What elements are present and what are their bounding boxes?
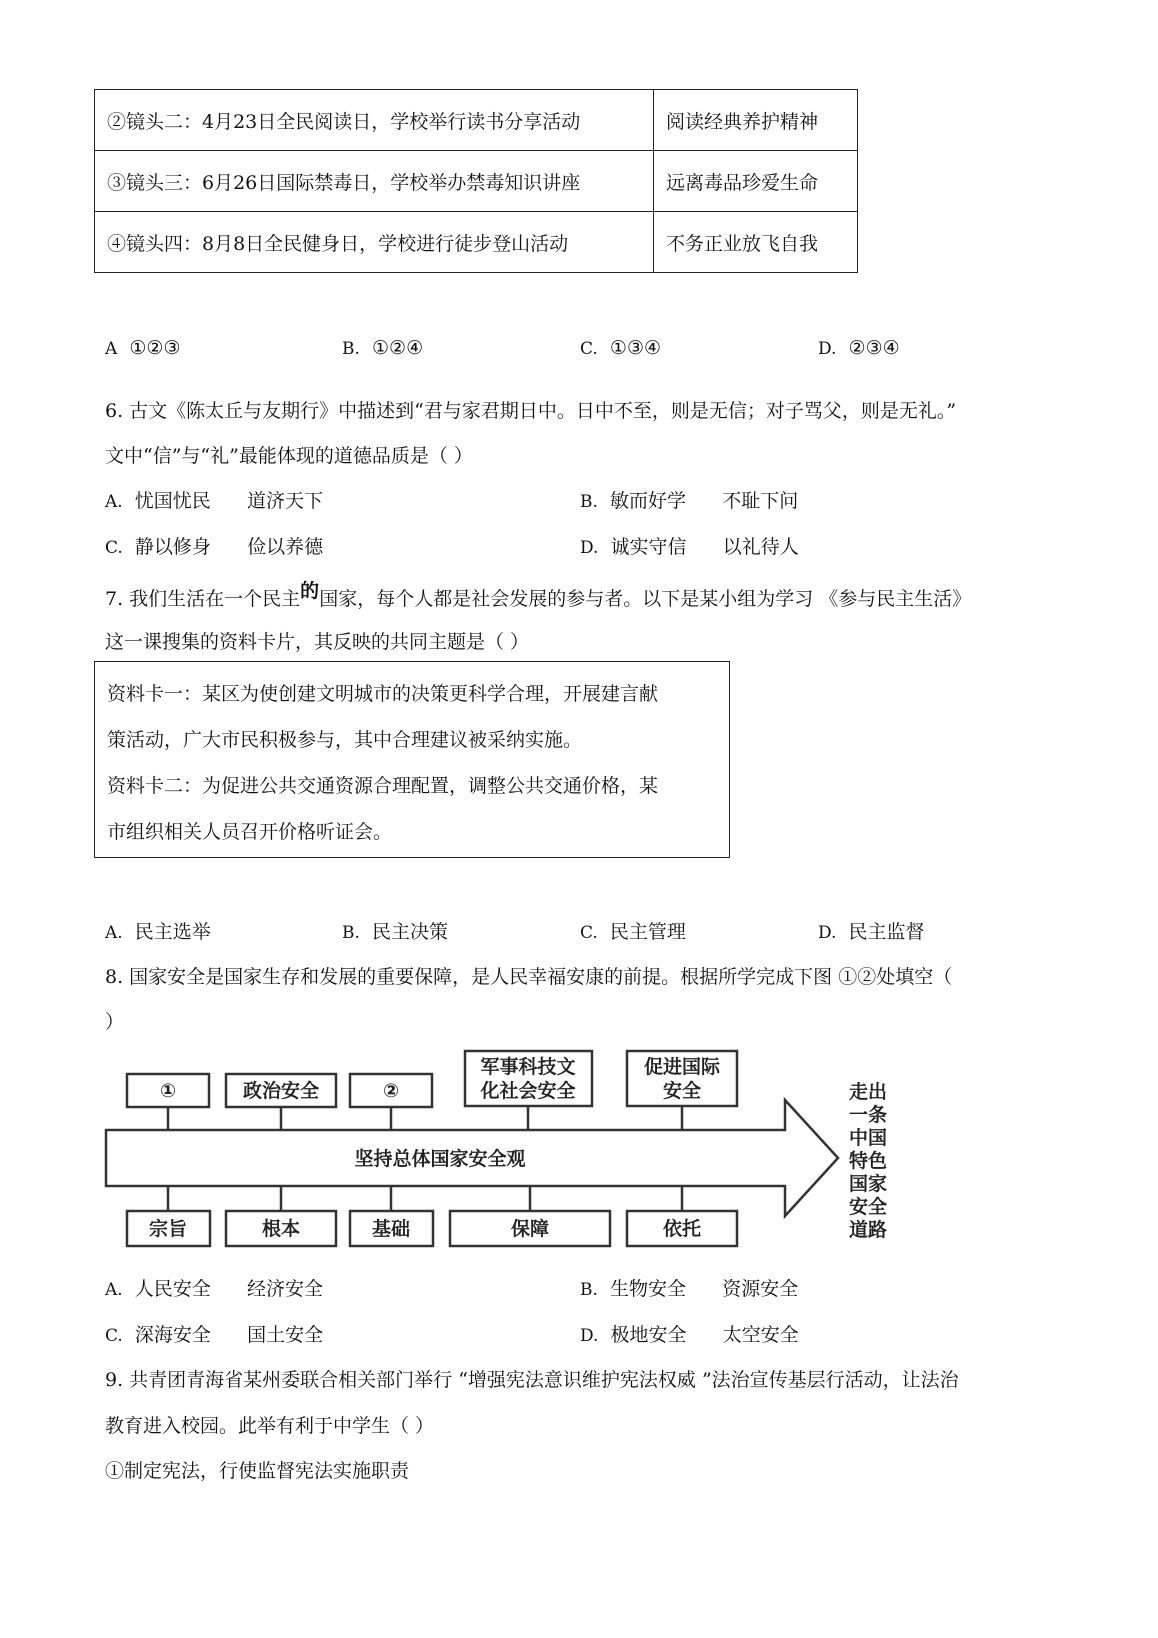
option-letter: A	[105, 339, 118, 359]
q9-stem-line1: 9. 共青团青海省某州委联合相关部门举行 “增强宪法意识维护宪法权威 ”法治宣传基层行活动，让法治	[105, 1369, 959, 1391]
option-text: 诚实守信 以礼待人	[610, 536, 799, 558]
label-top-military-1: 军事科技文	[480, 1056, 576, 1078]
option-text: ①②③	[129, 337, 181, 359]
label-top-international-1: 促进国际	[643, 1056, 721, 1078]
q8-option-b[interactable]	[580, 1274, 798, 1301]
meaning-cell: 不务正业放飞自我	[654, 212, 858, 273]
label-bottom-root: 根本	[261, 1218, 301, 1240]
scene-cell: ③镜头三：6月26日国际禁毒日，学校举办禁毒知识讲座	[95, 151, 654, 212]
q6-stem-line1: 6. 古文《陈太丘与友期行》中描述到“君与家君期日中。日中不至，则是无信；对子骂父，则是无礼。”	[105, 400, 957, 422]
side-text-4: 特色	[848, 1150, 888, 1172]
side-text-1: 走出	[848, 1081, 888, 1103]
option-letter: C.	[580, 923, 598, 943]
label-bottom-guarantee: 保障	[510, 1218, 550, 1240]
option-text: 生物安全 资源安全	[610, 1278, 799, 1300]
label-top-political: 政治安全	[242, 1080, 320, 1102]
option-text: 敏而好学 不耻下问	[610, 490, 799, 512]
option-text: 静以修身 俭以养德	[134, 536, 324, 558]
card-line: 策活动，广大市民积极参与，其中合理建议被采纳实施。	[107, 729, 583, 751]
option-text: 人民安全 经济安全	[134, 1278, 324, 1300]
q8-stem-line2: ）	[105, 1011, 125, 1033]
scene-cell: ②镜头二：4月23日全民阅读日，学校举行读书分享活动	[95, 90, 654, 151]
option-text: ①②④	[372, 337, 424, 359]
side-text-2: 一条	[848, 1104, 888, 1126]
option-letter: D.	[818, 923, 837, 943]
side-text-3: 中国	[848, 1127, 888, 1149]
q7-stem-sup: 的	[300, 580, 320, 602]
option-letter: B.	[580, 492, 598, 512]
q7-stem-line2: 这一课搜集的资料卡片，其反映的共同主题是（ ）	[105, 631, 530, 653]
q8-option-a[interactable]	[105, 1274, 323, 1301]
q9-statement-1[interactable]: ①制定宪法，行使监督宪法实施职责	[105, 1460, 410, 1482]
q7-stem-part-a: 7. 我们生活在一个民主	[105, 588, 301, 610]
side-text-7: 道路	[848, 1219, 888, 1241]
label-top-military-2: 化社会安全	[480, 1080, 576, 1102]
option-letter: C.	[105, 1326, 123, 1346]
option-text: 民主监督	[848, 921, 925, 943]
option-letter: D.	[580, 1326, 599, 1346]
label-top-international-2: 安全	[662, 1080, 702, 1102]
option-text: ②③④	[848, 337, 900, 359]
option-letter: A.	[105, 1280, 123, 1300]
label-top-2: ②	[382, 1080, 400, 1102]
q8-option-c[interactable]	[105, 1320, 323, 1347]
card-line: 资料卡一：某区为使创建文明城市的决策更科学合理，开展建言献	[107, 683, 659, 705]
label-bottom-reliance: 依托	[662, 1218, 702, 1240]
option-text: 极地安全 太空安全	[610, 1324, 799, 1346]
arrow-label: 坚持总体国家安全观	[354, 1148, 526, 1170]
label-top-1: ①	[159, 1080, 177, 1102]
option-text: 深海安全 国土安全	[134, 1324, 324, 1346]
option-text: ①③④	[609, 337, 662, 359]
meaning-cell: 阅读经典养护精神	[654, 90, 858, 151]
label-bottom-purpose: 宗旨	[148, 1218, 188, 1240]
q7-stem-part-b: 国家，每个人都是社会发展的参与者。以下是某小组为学习 《参与民主生活》	[319, 588, 972, 610]
option-letter: B.	[342, 923, 360, 943]
card-line: 资料卡二：为促进公共交通资源合理配置，调整公共交通价格，某	[107, 775, 659, 797]
option-letter: A.	[105, 492, 123, 512]
side-text-6: 安全	[848, 1196, 888, 1218]
scene-cell: ④镜头四：8月8日全民健身日，学校进行徒步登山活动	[95, 212, 654, 273]
option-letter: A.	[105, 923, 123, 943]
label-bottom-foundation: 基础	[371, 1218, 411, 1240]
option-letter: D.	[580, 538, 599, 558]
q6-stem-line2: 文中“信”与“礼”最能体现的道德品质是（ ）	[105, 445, 473, 467]
side-text-5: 国家	[848, 1173, 888, 1195]
meaning-cell: 远离毒品珍爱生命	[654, 151, 858, 212]
option-letter: B.	[580, 1280, 598, 1300]
card-line: 市组织相关人员召开价格听证会。	[107, 821, 393, 843]
option-text: 民主决策	[372, 921, 449, 943]
option-letter: B.	[342, 339, 360, 359]
option-letter: C.	[105, 538, 123, 558]
q8-stem-line1: 8. 国家安全是国家生存和发展的重要保障，是人民幸福安康的前提。根据所学完成下图 ①②处填空（	[105, 966, 953, 988]
q8-option-d[interactable]	[580, 1320, 799, 1347]
q9-stem-line2: 教育进入校园。此举有利于中学生（ ）	[105, 1415, 435, 1437]
option-text: 民主选举	[134, 921, 211, 943]
option-letter: D.	[818, 339, 837, 359]
option-text: 民主管理	[609, 921, 686, 943]
option-text: 忧国忧民 道济天下	[134, 490, 324, 512]
option-letter: C.	[580, 339, 598, 359]
